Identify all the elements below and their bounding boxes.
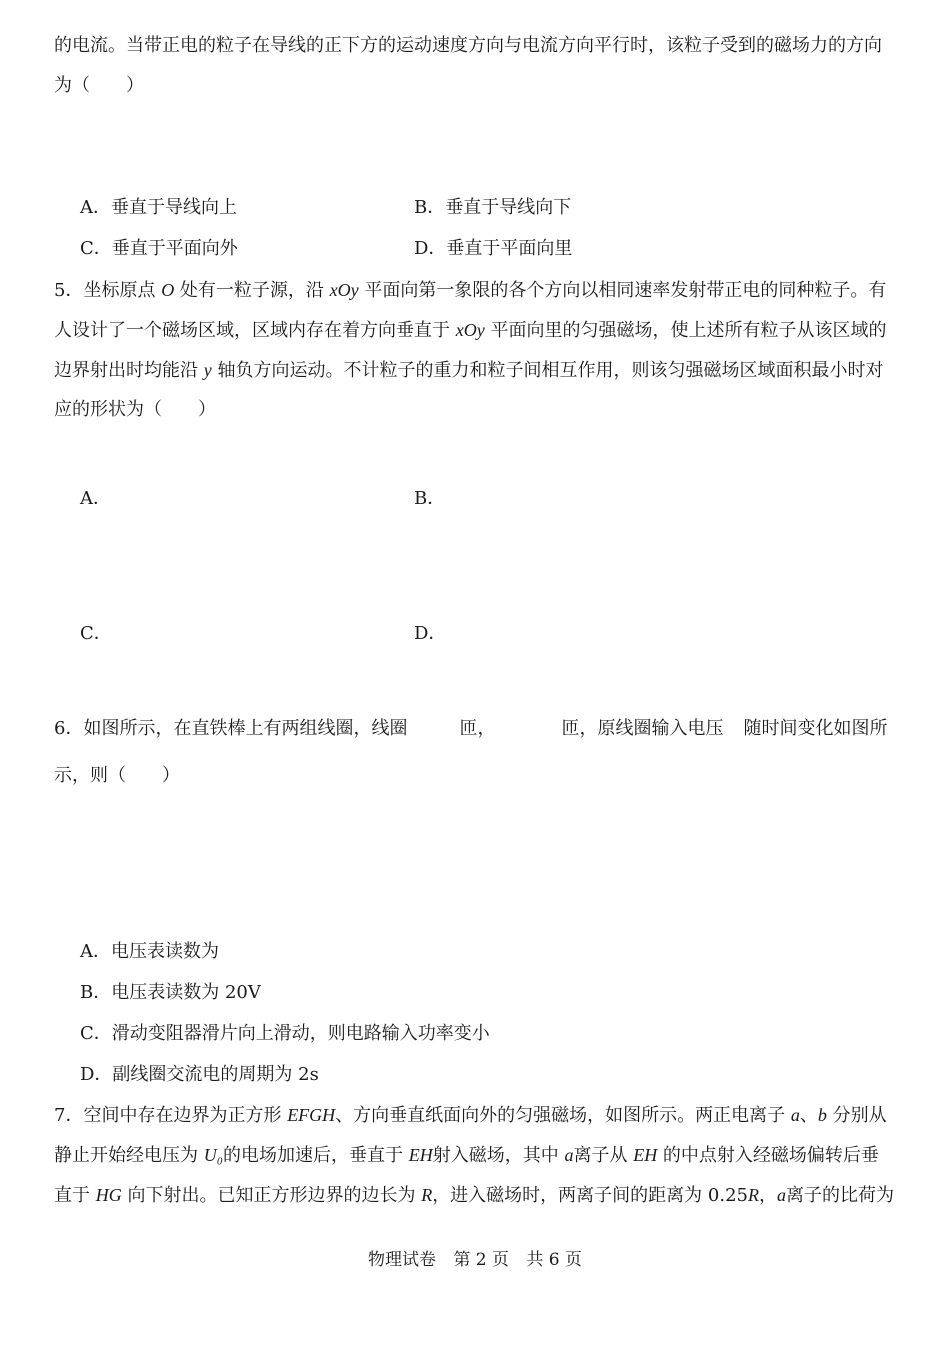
var-b: b <box>817 1105 827 1125</box>
q6-option-c[interactable]: C．滑动变阻器滑片向上滑动，则电路输入功率变小 <box>80 1023 490 1044</box>
q5-option-b[interactable]: B． <box>414 488 446 509</box>
var-O: O <box>161 280 175 300</box>
var-xOy: xOy <box>455 320 485 340</box>
var-EH: EH <box>408 1145 433 1165</box>
q4-stem-line1: 的电流。当带正电的粒子在导线的正下方的运动速度方向与电流方向平行时，该粒子受到的磁场力的方向 <box>54 35 882 56</box>
var-xOy: xOy <box>329 280 359 300</box>
q5-stem-line1: 5．坐标原点 O 处有一粒子源，沿 xOy 平面向第一象限的各个方向以相同速率发射带正电的同种粒子。有 <box>54 280 887 301</box>
q4-option-c[interactable]: C．垂直于平面向外 <box>80 238 238 259</box>
q6-stem-line2: 示，则（ ） <box>54 765 180 786</box>
var-a: a <box>564 1145 574 1165</box>
q5-stem-line4: 应的形状为（ ） <box>54 399 216 420</box>
var-y: y <box>203 360 212 380</box>
page-footer <box>0 1248 950 1272</box>
q5-option-a[interactable]: A． <box>80 488 111 509</box>
q6-option-a[interactable]: A．电压表读数为 <box>80 941 219 962</box>
var-HG: HG <box>95 1185 122 1205</box>
var-a: a <box>777 1185 786 1205</box>
q5-stem-line3: 边界射出时均能沿 y 轴负方向运动。不计粒子的重力和粒子间相互作用，则该匀强磁场区域面积最小时对 <box>54 360 884 381</box>
var-R: R <box>421 1185 433 1205</box>
var-EH: EH <box>633 1145 658 1165</box>
var-EFGH: EFGH <box>287 1105 336 1125</box>
var-R: R <box>748 1185 759 1205</box>
q4-stem-line2: 为（ ） <box>54 75 144 96</box>
q7-stem-line3: 直于 HG 向下射出。已知正方形边界的边长为 R，进入磁场时，两离子间的距离为 0.25R，a离子的比荷为 <box>54 1185 894 1206</box>
q7-stem-line1: 7．空间中存在边界为正方形 EFGH、方向垂直纸面向外的匀强磁场，如图所示。两正电离子 a、b 分别从 <box>54 1105 887 1126</box>
q6-option-b[interactable]: B．电压表读数为 20V <box>80 982 261 1003</box>
q7-stem-line2: 静止开始经电压为 U₀的电场加速后，垂直于 EH射入磁场，其中 a离子从 EH 的中点射入经磁场偏转后垂 <box>54 1145 879 1166</box>
var-a: a <box>790 1105 800 1125</box>
q5-option-d[interactable]: D． <box>414 623 447 644</box>
q6-stem-line1: 6．如图所示，在直铁棒上有两组线圈，线圈 匝， 匝，原线圈输入电压 随时间变化如图所 <box>54 718 888 739</box>
q5-option-c[interactable]: C． <box>80 623 112 644</box>
footer-subject: 物理试卷 <box>367 1250 436 1270</box>
q4-option-a[interactable]: A．垂直于导线向上 <box>80 197 237 218</box>
footer-total-pages: 共 6 页 <box>526 1250 583 1270</box>
q6-option-d[interactable]: D．副线圈交流电的周期为 2s <box>80 1064 319 1085</box>
footer-page-number: 第 2 页 <box>453 1250 509 1270</box>
q5-stem-line2: 人设计了一个磁场区域，区域内存在着方向垂直于 xOy 平面向里的匀强磁场，使上述所有粒子从该区域的 <box>54 320 887 341</box>
q4-option-d[interactable]: D．垂直于平面向里 <box>414 238 573 259</box>
var-U0: U₀ <box>203 1145 223 1165</box>
q4-option-b[interactable]: B．垂直于导线向下 <box>414 197 572 218</box>
